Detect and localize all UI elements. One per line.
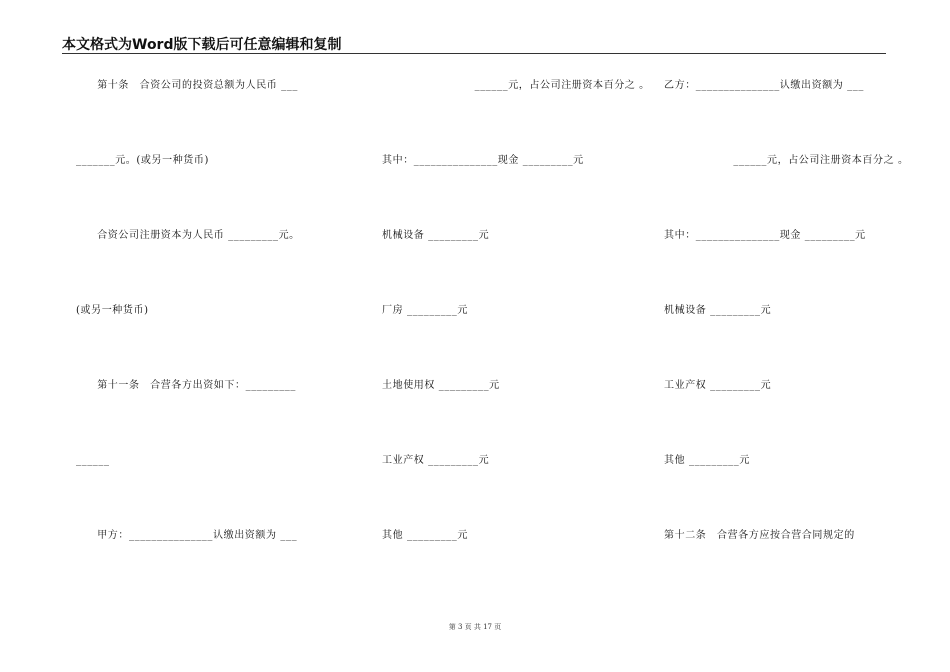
text-line: 其中：_______________现金 _________元 — [382, 155, 584, 166]
text-line: 第十二条 合营各方应按合营合同规定的 — [664, 530, 855, 541]
text-line: 其他 _________元 — [664, 455, 750, 466]
text-line: 甲方：_______________认缴出资额为 ___ — [76, 530, 298, 541]
text-line: 厂房 _________元 — [382, 305, 468, 316]
text-line: ______元，占公司注册资本百分之 。 — [358, 80, 650, 91]
text-line: 工业产权 _________元 — [664, 380, 772, 391]
header-divider — [62, 53, 886, 54]
text-line: 第十一条 合营各方出资如下：_________ — [76, 380, 296, 391]
text-line: 工业产权 _________元 — [382, 455, 490, 466]
text-line: 其他 _________元 — [382, 530, 468, 541]
text-line: 机械设备 _________元 — [664, 305, 772, 316]
page-number: 第 3 页 共 17 页 — [448, 623, 502, 631]
text-line: 合资公司注册资本为人民币 _________元。 — [76, 230, 300, 241]
text-line: 第十条 合资公司的投资总额为人民币 ___ — [76, 80, 298, 91]
text-line: 土地使用权 _________元 — [382, 380, 500, 391]
text-line: _______元。(或另一种货币) — [76, 155, 210, 166]
text-line: ______元，占公司注册资本百分之 。 — [638, 155, 909, 166]
text-line: 机械设备 _________元 — [382, 230, 490, 241]
text-line: 其中：_______________现金 _________元 — [664, 230, 866, 241]
text-line: ______ — [76, 455, 110, 466]
document-header-title: 本文格式为Word版下载后可任意编辑和复制 — [62, 37, 342, 53]
text-line: 乙方：_______________认缴出资额为 ___ — [664, 80, 864, 91]
text-line: (或另一种货币) — [76, 305, 149, 316]
